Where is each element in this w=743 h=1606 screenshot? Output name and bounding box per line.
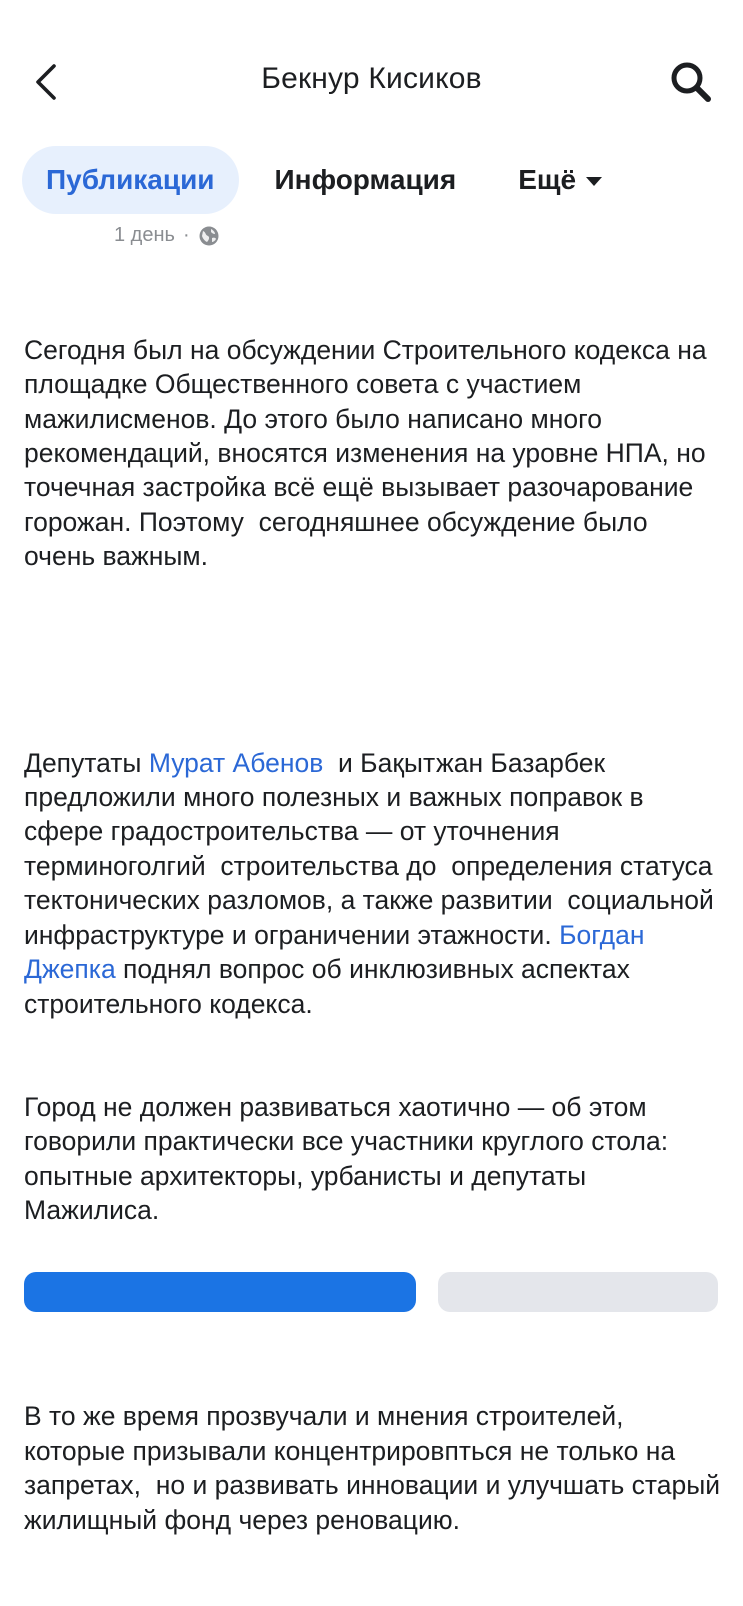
post-text: Депутаты: [24, 747, 149, 778]
search-icon: [669, 60, 713, 104]
tab-label: Информация: [274, 164, 457, 195]
meta-separator: ·: [182, 224, 190, 246]
header: [0, 40, 743, 124]
tab-label: Ещё: [518, 164, 577, 195]
mention-link[interactable]: Богдан Джепка: [24, 919, 652, 985]
tab-information[interactable]: [275, 146, 457, 214]
tab-more[interactable]: [518, 146, 602, 214]
post-paragraph: Город не должен развиваться хаотично — об этом говорили практически все участники круглого стола: опытные архитекторы, урбанисты и депутаты Мажилиса.: [24, 1091, 676, 1225]
post-paragraph: В то же время прозвучали и мнения строителей, которые призывали концентрировпться не только на запретах, но и развивать инновации и улучшать старый жилищный фонд через реновацию.: [24, 1401, 728, 1535]
mention-link[interactable]: Мурат Абенов: [148, 747, 324, 778]
tab-label: Публикации: [46, 164, 215, 195]
post-paragraph: [24, 746, 728, 1021]
post-time[interactable]: 1 день: [114, 224, 175, 246]
globe-icon: [198, 225, 220, 247]
page-title: Бекнур Кисиков: [261, 62, 482, 95]
post-body: [24, 264, 728, 1606]
post-text: поднял вопрос об инклюзивных аспектах строительного кодекса.: [24, 954, 638, 1019]
post-paragraph: Сегодня был на обсуждении Строительного кодекса на площадке Общественного совета с участием мажилисменов. До этого было написано много рекомендаций, вносятся изменения на уровне НПА, но точечная застройка всё ещё вызывает разочарование горожан. Поэтому сегодняшнее обсуждение было очень важным.: [24, 334, 714, 572]
caret-down-icon: [586, 177, 602, 186]
tab-publications[interactable]: [22, 146, 239, 214]
profile-tabs: [22, 146, 602, 214]
post-text: и Бақытжан Базарбек предложили много полезных и важных поправок в сфере градостроительства — от уточнения терминоголгий строительства до определения статуса тектонических разломов, а также развитии социальной инфраструктуре и ограничении этажности.: [24, 747, 728, 950]
secondary-action-button[interactable]: [438, 1272, 718, 1312]
search-button[interactable]: [667, 58, 715, 106]
primary-action-button[interactable]: [24, 1272, 416, 1312]
post-meta: [114, 224, 220, 247]
